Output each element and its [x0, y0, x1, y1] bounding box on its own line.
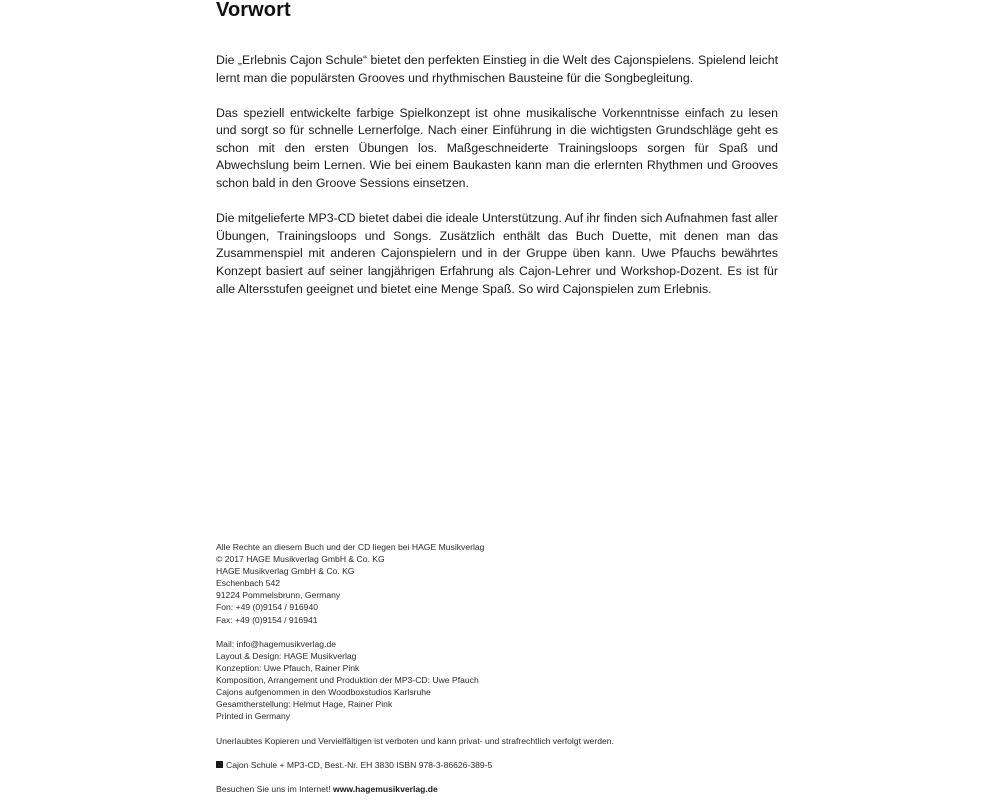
imprint-phone-line: Fon: +49 (0)9154 / 916940	[216, 602, 319, 613]
imprint-copyright-line: © 2017 HAGE Musikverlag GmbH & Co. KG	[216, 554, 385, 565]
imprint-publisher-line: HAGE Musikverlag GmbH & Co. KG	[216, 566, 355, 577]
imprint-printed-line: Printed in Germany	[216, 711, 291, 722]
visit-text: Besuchen Sie uns im Internet!	[216, 783, 331, 794]
page-title: Vorwort	[216, 0, 291, 21]
imprint-city-line: 91224 Pommelsbrunn, Germany	[216, 590, 341, 601]
imprint-composition-line: Komposition, Arrangement und Produktion der MP3-CD: Uwe Pfauch	[216, 675, 479, 686]
website-link[interactable]: www.hagemusikverlag.de	[333, 783, 438, 794]
imprint-spacer	[216, 771, 636, 783]
copy-notice: Unerlaubtes Kopieren und Vervielfältigen ist verboten und kann privat- und strafrechtlich verfolgt werden.	[216, 735, 614, 746]
imprint-street-line: Eschenbach 542	[216, 578, 281, 589]
square-bullet-icon	[216, 761, 223, 768]
imprint-mail-line: Mail: info@hagemusikverlag.de	[216, 638, 337, 649]
imprint-spacer	[216, 626, 636, 638]
foreword-section	[216, 0, 778, 296]
foreword-body	[216, 52, 778, 316]
paragraph-cd: Die mitgelieferte MP3-CD bietet dabei die ideale Unterstützung. Auf ihr finden sich Aufnahmen fast aller Übungen, Trainingsloops und Songs. Zusätzlich enthält das Buch Duette, mit denen man das Zusammenspiel mit anderen Cajonspielern und in der Gruppe üben kann. Uwe Pfauchs bewährtes Konzept basiert auf seiner langjährigen Erfahrung als Cajon-Lehrer und Workshop-Dozent. Es ist für alle Altersstufen geeignet und bietet eine Menge Spaß. So wird Cajonspielen zum Erlebnis.	[216, 211, 778, 296]
imprint-spacer	[216, 722, 636, 734]
imprint-spacer	[216, 747, 636, 759]
website-line	[216, 783, 636, 795]
paragraph-intro: Die „Erlebnis Cajon Schule“ bietet den perfekten Einstieg in die Welt des Cajonspielens. Spielend leicht lernt man die populärsten Grooves und rhythmischen Bausteine für die Songbegleitung.	[216, 53, 778, 85]
imprint-production-line: Gesamtherstellung: Helmut Hage, Rainer Pink	[216, 699, 393, 710]
imprint-rights-line: Alle Rechte an diesem Buch und der CD liegen bei HAGE Musikverlag	[216, 542, 485, 552]
imprint-layout-line: Layout & Design: HAGE Musikverlag	[216, 650, 357, 661]
imprint	[216, 541, 636, 795]
paragraph-concept: Das speziell entwickelte farbige Spielkonzept ist ohne musikalische Vorkenntnisse einfach zu lesen und sorgt so für schnelle Lernerfolge. Nach einer Einführung in die wichtigsten Grundschläge geht es schon mit den ersten Übungen los. Maßgeschneiderte Trainingsloops sorgen für Spaß und Abwechslung beim Lernen. Wie bei einem Baukasten kann man die erlernten Rhythmen und Grooves schon bald in den Groove Sessions einsetzen.	[216, 105, 778, 191]
imprint-concept-line: Konzeption: Uwe Pfauch, Rainer Pink	[216, 662, 360, 673]
imprint-recording-line: Cajons aufgenommen in den Woodboxstudios Karlsruhe	[216, 687, 431, 698]
imprint-fax-line: Fax: +49 (0)9154 / 916941	[216, 614, 318, 625]
product-line	[216, 759, 636, 771]
product-info: Cajon Schule + MP3-CD, Best.-Nr. EH 3830 ISBN 978-3-86626-389-5	[226, 759, 493, 770]
